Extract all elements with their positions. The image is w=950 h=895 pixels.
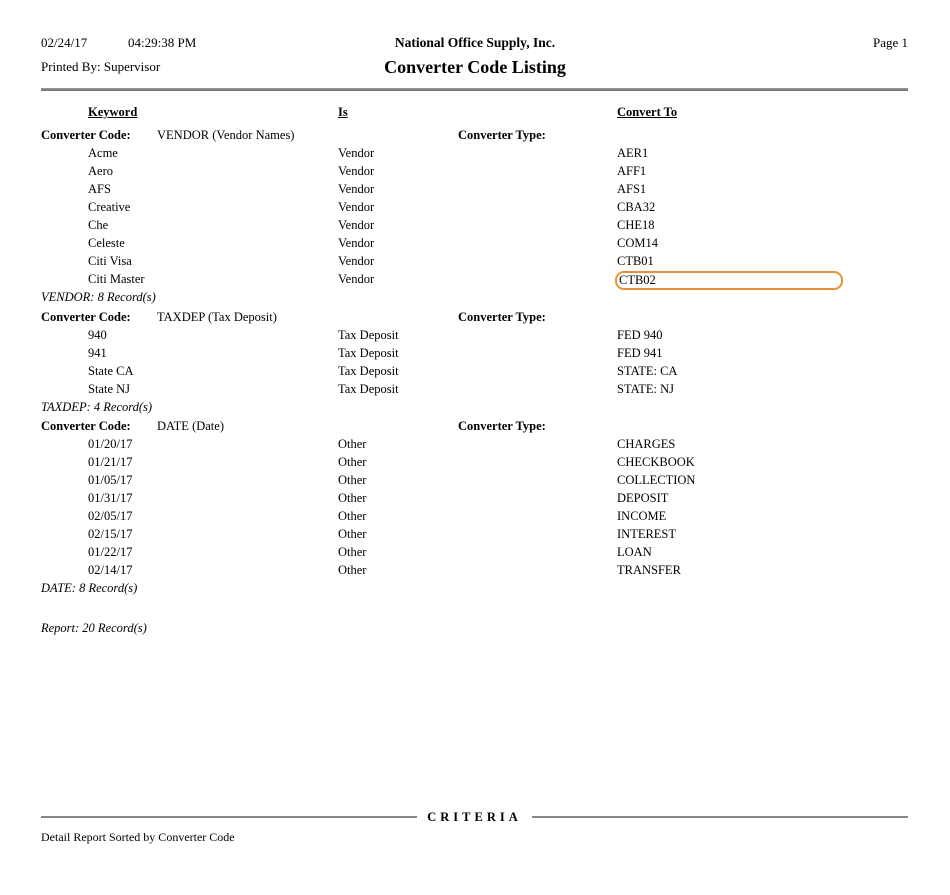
converter-code-label: Converter Code:	[41, 419, 131, 433]
keyword-cell: 01/05/17	[88, 473, 133, 487]
convert-to-cell: CHARGES	[617, 437, 676, 451]
convert-to-cell: INTEREST	[617, 527, 677, 541]
table-row	[41, 218, 908, 236]
keyword-cell: 01/21/17	[88, 455, 133, 469]
table-row	[41, 236, 908, 254]
keyword-cell: Che	[88, 218, 109, 232]
section-vendor	[41, 128, 908, 309]
converter-code-value: DATE (Date)	[157, 419, 224, 433]
keyword-cell: Citi Visa	[88, 254, 132, 268]
convert-to-cell: CBA32	[617, 200, 656, 214]
is-cell: Tax Deposit	[338, 346, 399, 360]
table-row	[41, 455, 908, 473]
converter-code-label: Converter Code:	[41, 128, 131, 142]
table-row	[41, 146, 908, 164]
column-header-is: Is	[338, 105, 348, 119]
convert-to-cell: STATE: CA	[617, 364, 678, 378]
table-row	[41, 164, 908, 182]
keyword-cell: Creative	[88, 200, 131, 214]
company-name: National Office Supply, Inc.	[394, 35, 556, 50]
table-row	[41, 382, 908, 400]
table-row	[41, 509, 908, 527]
convert-to-cell: TRANSFER	[617, 563, 681, 577]
section-taxdep	[41, 310, 908, 419]
page-number: Page 1	[872, 35, 908, 50]
is-cell: Other	[338, 527, 367, 541]
section-header	[41, 419, 908, 437]
converter-type-label: Converter Type:	[458, 128, 546, 142]
is-cell: Vendor	[338, 146, 375, 160]
table-row	[41, 272, 908, 290]
converter-type-label: Converter Type:	[458, 419, 546, 433]
is-cell: Vendor	[338, 218, 375, 232]
keyword-cell: Acme	[88, 146, 118, 160]
convert-to-cell: STATE: NJ	[617, 382, 674, 396]
convert-to-cell: CHECKBOOK	[617, 455, 695, 469]
convert-to-cell: FED 941	[617, 346, 663, 360]
is-cell: Vendor	[338, 182, 375, 196]
is-cell: Tax Deposit	[338, 328, 399, 342]
convert-to-cell: INCOME	[617, 509, 667, 523]
column-header-row	[41, 105, 908, 122]
keyword-cell: 02/15/17	[88, 527, 133, 541]
section-header	[41, 128, 908, 146]
section-record-count: TAXDEP: 4 Record(s)	[41, 400, 153, 414]
table-row	[41, 328, 908, 346]
keyword-cell: State CA	[88, 364, 134, 378]
convert-to-cell: COM14	[617, 236, 658, 250]
keyword-cell: 941	[88, 346, 107, 360]
table-row	[41, 200, 908, 218]
convert-to-cell: COLLECTION	[617, 473, 696, 487]
convert-to-cell: CTB01	[617, 254, 654, 268]
section-record-count: DATE: 8 Record(s)	[41, 581, 138, 595]
keyword-cell: AFS	[88, 182, 111, 196]
criteria-heading: CRITERIA	[427, 809, 522, 824]
convert-to-cell: LOAN	[617, 545, 652, 559]
criteria-rule-right	[532, 816, 908, 818]
column-header-keyword: Keyword	[88, 105, 138, 119]
table-row	[41, 437, 908, 455]
is-cell: Vendor	[338, 254, 375, 268]
header-rule	[41, 88, 908, 91]
keyword-cell: Aero	[88, 164, 113, 178]
is-cell: Other	[338, 473, 367, 487]
is-cell: Tax Deposit	[338, 382, 399, 396]
keyword-cell: 01/20/17	[88, 437, 133, 451]
table-row	[41, 527, 908, 545]
convert-to-cell: DEPOSIT	[617, 491, 669, 505]
is-cell: Vendor	[338, 200, 375, 214]
keyword-cell: 01/22/17	[88, 545, 133, 559]
is-cell: Vendor	[338, 272, 375, 286]
table-row	[41, 545, 908, 563]
is-cell: Other	[338, 491, 367, 505]
table-row	[41, 563, 908, 581]
converter-type-label: Converter Type:	[458, 310, 546, 324]
keyword-cell: 02/14/17	[88, 563, 133, 577]
convert-to-highlight-box[interactable]: CTB02	[615, 271, 843, 290]
section-date	[41, 419, 908, 600]
convert-to-cell: FED 940	[617, 328, 663, 342]
is-cell: Other	[338, 509, 367, 523]
keyword-cell: 940	[88, 328, 107, 342]
converter-code-value: VENDOR (Vendor Names)	[157, 128, 295, 142]
table-row	[41, 182, 908, 200]
report-body	[41, 128, 908, 639]
is-cell: Other	[338, 545, 367, 559]
convert-to-cell: AFS1	[617, 182, 647, 196]
is-cell: Vendor	[338, 236, 375, 250]
printed-by: Printed By: Supervisor	[41, 59, 161, 74]
report-title: Converter Code Listing	[384, 57, 566, 77]
table-row	[41, 473, 908, 491]
is-cell: Vendor	[338, 164, 375, 178]
is-cell: Other	[338, 437, 367, 451]
criteria-rule-left	[41, 816, 417, 818]
criteria-note: Detail Report Sorted by Converter Code	[41, 830, 235, 844]
keyword-cell: Citi Master	[88, 272, 145, 286]
table-row	[41, 364, 908, 382]
criteria-divider	[41, 809, 908, 825]
column-header-convert-to: Convert To	[617, 105, 678, 119]
convert-to-cell: AFF1	[617, 164, 647, 178]
report-record-count: Report: 20 Record(s)	[41, 621, 147, 635]
section-header	[41, 310, 908, 328]
section-record-count: VENDOR: 8 Record(s)	[41, 290, 156, 304]
print-date: 02/24/17	[41, 35, 88, 50]
table-row	[41, 346, 908, 364]
is-cell: Tax Deposit	[338, 364, 399, 378]
keyword-cell: 01/31/17	[88, 491, 133, 505]
table-row	[41, 491, 908, 509]
is-cell: Other	[338, 563, 367, 577]
convert-to-cell: CHE18	[617, 218, 655, 232]
print-time: 04:29:38 PM	[128, 35, 197, 50]
converter-code-label: Converter Code:	[41, 310, 131, 324]
table-row	[41, 254, 908, 272]
convert-to-cell: AER1	[617, 146, 649, 160]
keyword-cell: Celeste	[88, 236, 125, 250]
converter-code-value: TAXDEP (Tax Deposit)	[157, 310, 277, 324]
is-cell: Other	[338, 455, 367, 469]
keyword-cell: 02/05/17	[88, 509, 133, 523]
keyword-cell: State NJ	[88, 382, 131, 396]
